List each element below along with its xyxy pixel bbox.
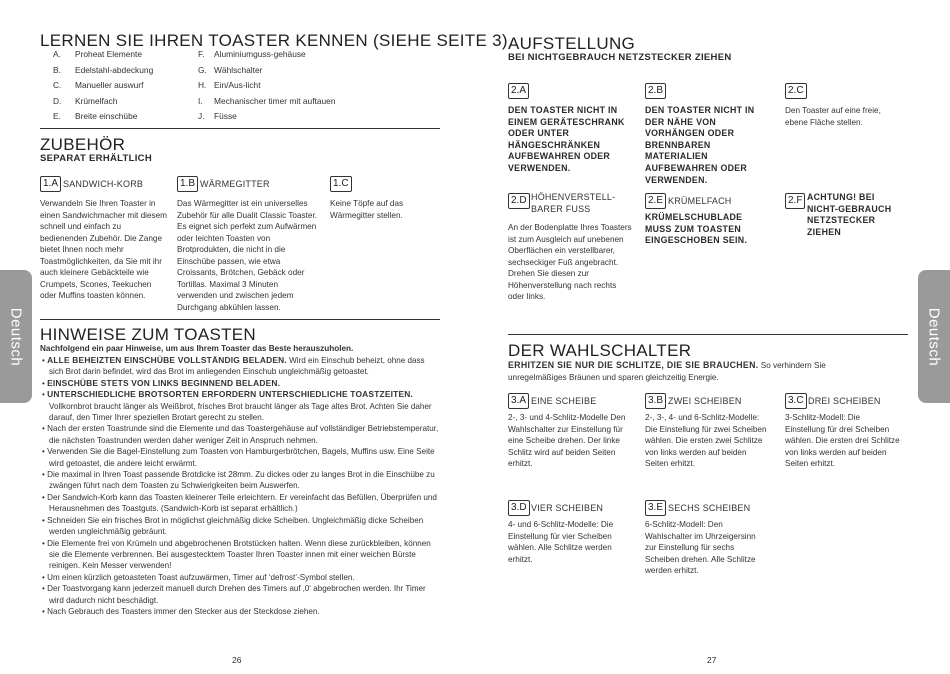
setup-label: HÖHENVERSTELL-BARER FUSS — [531, 192, 616, 214]
selector-label: ZWEI SCHEIBEN — [668, 396, 742, 406]
badge-1c: 1.C — [330, 176, 352, 192]
badge-2c: 2.C — [785, 83, 807, 99]
tip-item: • Nach der ersten Toastrunde sind die Elemente und das Toastergehäuse auf vollständiger Betriebstemperatur, die nächsten Toastrunden werden daher weniger Zeit in Anspruch nehmen. — [42, 424, 439, 445]
language-tab-left: Deutsch — [0, 270, 32, 403]
accessory-text: Verwandeln Sie Ihren Toaster in einen Sandwichmacher mit diesem schnell und einfach zu bedienenden Zubehör. Die Zange bietet Ihnen noch mehr Toastmöglichkeiten, da Sie mit ihr auch kleinere Gebäckteile wie Crumpets, Scones, Teekuchen oder Muffins toasten können. — [40, 199, 167, 300]
selector-text: 2-, 3- und 4-Schlitz-Modelle Den Wahlschalter zur Einstellung für eine Scheibe drehen. Der linke Schlitz wird auf beiden Seiten erhitzt. — [508, 413, 626, 468]
tip-item: • UNTERSCHIEDLICHE BROTSORTEN ERFORDERN UNTERSCHIEDLICHE TOASTZEITEN. Vollkornbrot braucht länger als Weißbrot, frisches Brot braucht länger als Tage altes Brot. Achten Sie daher darauf, den Timer Ihrer speziellen Brotart gerecht zu stellen. — [42, 389, 432, 423]
divider — [508, 334, 908, 335]
tips-intro: Nachfolgend ein paar Hinweise, um aus Ihrem Toaster das Beste herauszuholen. — [40, 344, 354, 353]
part-item: B. Edelstahl-abdeckung — [53, 64, 154, 75]
tips-title: HINWEISE ZUM TOASTEN — [40, 325, 257, 344]
selector-text: 4- und 6-Schlitz-Modelle: Die Einstellung für vier Scheiben wählen. Alle Schlitze werden erhitzt. — [508, 520, 614, 564]
language-tab-right: Deutsch — [918, 270, 950, 403]
divider — [40, 128, 440, 129]
selector-intro: ERHITZEN SIE NUR DIE SCHLITZE, DIE SIE BRAUCHEN. So verhindern Sie unregelmäßiges Bräunen und sparen gleichzeitig Energie. — [508, 360, 826, 382]
selector-label: VIER SCHEIBEN — [531, 503, 604, 513]
selector-label: EINE SCHEIBE — [531, 396, 597, 406]
selector-title: DER WAHLSCHALTER — [508, 341, 692, 360]
part-item: H. Ein/Aus-licht — [198, 80, 261, 91]
badge-3d: 3.D — [508, 500, 530, 516]
parts-title: LERNEN SIE IHREN TOASTER KENNEN (SIEHE SEITE 3) — [40, 31, 508, 50]
badge-2b: 2.B — [645, 83, 666, 99]
accessory-text: Keine Töpfe auf das Wärmegitter stellen. — [330, 199, 404, 220]
tip-item: • Schneiden Sie ein frisches Brot in möglichst gleichmäßig dicke Scheiben. Ungleichmäßig dicke Scheiben werden ungleichmäßig gebräunt. — [42, 515, 424, 537]
setup-subtitle: BEI NICHTGEBRAUCH NETZSTECKER ZIEHEN — [508, 52, 732, 63]
setup-text: An der Bodenplatte Ihres Toasters ist zum Ausgleich auf unebenen Oberflächen ein verstellbarer, sechseckiger Fuß angebracht. Drehen Sie diesen zur Höhenverstellung nach rechts oder links. — [508, 223, 632, 301]
badge-2d: 2.D — [508, 193, 530, 209]
selector-text: 3-Schlitz-Modell: Die Einstellung für drei Scheiben wählen. Die ersten drei Schlitze von links werden auf beiden Seiten erhitzt. — [785, 413, 900, 468]
setup-title: AUFSTELLUNG — [508, 34, 636, 53]
tip-item: • EINSCHÜBE STETS VON LINKS BEGINNEND BELADEN. — [42, 377, 281, 388]
setup-warning: ACHTUNG! BEI NICHT-GEBRAUCH NETZSTECKER ZIEHEN — [807, 192, 892, 237]
accessories-subtitle: SEPARAT ERHÄLTLICH — [40, 153, 153, 164]
accessory-text: Das Wärmegitter ist ein universelles Zubehör für alle Dualit Classic Toaster. Es eignet sich perfekt zum Aufwärmen oder leichten Toasten von Brotprodukten, die nicht in die Einschübe passen, wie etwa Croissants, Brötchen, Gebäck oder Tortillas. Maximal 3 Minuten verwenden und zwischen jedem Durchgang abkühlen lassen. — [177, 199, 318, 312]
part-item: D. Krümelfach — [53, 95, 118, 106]
tip-item: • ALLE BEHEIZTEN EINSCHÜBE VOLLSTÄNDIG BELADEN. Wird ein Einschub beheizt, ohne dass sich Brot darin befindet, wird das Brot im anliegenden Einschub ungleichmäßig getoastet. — [42, 355, 425, 377]
parts-list-col2 — [198, 47, 336, 125]
badge-3c: 3.C — [785, 393, 807, 409]
badge-1a: 1.A — [40, 176, 61, 192]
tip-item: • Der Sandwich-Korb kann das Toasten kleinerer Teile erleichtern. Er vereinfacht das Befüllen, Überprüfen und Herausnehmen des Toastguts. (Sandwich-Korb ist separat erhältlich.) — [42, 492, 437, 514]
tip-item: • Der Toastvorgang kann jederzeit manuell durch Drehen des Timers auf ‚0‘ abgebrochen werden. Ihr Timer wird dadurch nicht beschädigt. — [42, 584, 426, 605]
page-number: 27 — [707, 655, 717, 665]
badge-3a: 3.A — [508, 393, 529, 409]
part-item: A. Proheat Elemente — [53, 49, 143, 59]
part-item: G. Wählschalter — [198, 64, 263, 75]
badge-2e: 2.E — [645, 193, 666, 209]
accessories-title: ZUBEHÖR — [40, 135, 126, 154]
badge-3e: 3.E — [645, 500, 666, 516]
tip-item: • Nach Gebrauch des Toasters immer den Stecker aus der Steckdose ziehen. — [42, 606, 320, 616]
tip-item: • Die Elemente frei von Krümeln und abgebrochenen Brotstücken halten. Wenn diese zurückbleiben, können sie die Elemente verbrennen. Bei ausgestecktem Toaster Ihren Toaster innen mit einer weichen Bürste reinigen. Kein Messer verwenden! — [42, 538, 431, 571]
setup-warning: DEN TOASTER NICHT IN EINEM GERÄTESCHRANK ODER UNTER HÄNGESCHRÄNKEN AUFBEWAHREN ODER VERWENDEN. — [508, 105, 625, 173]
part-item: C. Manueller auswurf — [53, 80, 144, 91]
badge-2a: 2.A — [508, 83, 529, 99]
page-number: 26 — [232, 655, 242, 665]
part-item: F. Aluminiumguss-gehäuse — [198, 49, 306, 59]
selector-text: 6-Schlitz-Modell: Den Wahlschalter im Uhrzeigersinn zur Einstellung für sechs Scheiben drehen. Alle Schlitze werden erhitzt. — [645, 520, 756, 575]
badge-2f: 2.F — [785, 193, 805, 209]
selector-label: DREI SCHEIBEN — [808, 396, 881, 406]
tip-item: • Um einen kürzlich getoasteten Toast aufzuwärmen, Timer auf ‘defrost’-Symbol stellen. — [42, 572, 355, 582]
divider — [40, 319, 440, 320]
badge-1b: 1.B — [177, 176, 198, 192]
selector-label: SECHS SCHEIBEN — [668, 503, 751, 513]
selector-text: 2-, 3-, 4- und 6-Schlitz-Modelle: Die Einstellung für zwei Scheiben wählen. Die ersten zwei Schlitze von links werden auf beiden Seiten erhitzt. — [645, 413, 767, 468]
tip-item: • Die maximal in Ihren Toast passende Brotdicke ist 28mm. Zu dickes oder zu langes Brot in die Einschübe zu zwängen führt nach dem Toasten zu Schwierigkeiten beim Auswerfen. — [42, 470, 435, 491]
accessory-label: WÄRMEGITTER — [200, 179, 270, 189]
setup-label: KRÜMELFACH — [668, 196, 732, 206]
setup-warning: DEN TOASTER NICHT IN DER NÄHE VON VORHÄNGEN ODER BRENNBAREN MATERIALIEN AUFBEWAHREN ODER VERWENDEN. — [645, 105, 755, 185]
part-item: J. Füsse — [198, 111, 237, 122]
tips-list — [42, 355, 440, 617]
part-item: E. Breite einschübe — [53, 111, 138, 122]
parts-list-col1 — [53, 47, 153, 125]
right-page — [475, 0, 950, 674]
setup-text: Den Toaster auf eine freie, ebene Fläche stellen. — [785, 106, 881, 127]
badge-3b: 3.B — [645, 393, 666, 409]
setup-warning: KRÜMELSCHUBLADE MUSS ZUM TOASTEN EINGESCHOBEN SEIN. — [645, 212, 748, 246]
accessory-label: SANDWICH-KORB — [63, 179, 144, 189]
tip-item: • Verwenden Sie die Bagel-Einstellung zum Toasten von Hamburgerbrötchen, Bagels, Muffins usw. Eine Seite wird getoastet, die andere leicht erwärmt. — [42, 447, 435, 468]
part-item: I. Mechanischer timer mit auftauen — [198, 95, 336, 106]
